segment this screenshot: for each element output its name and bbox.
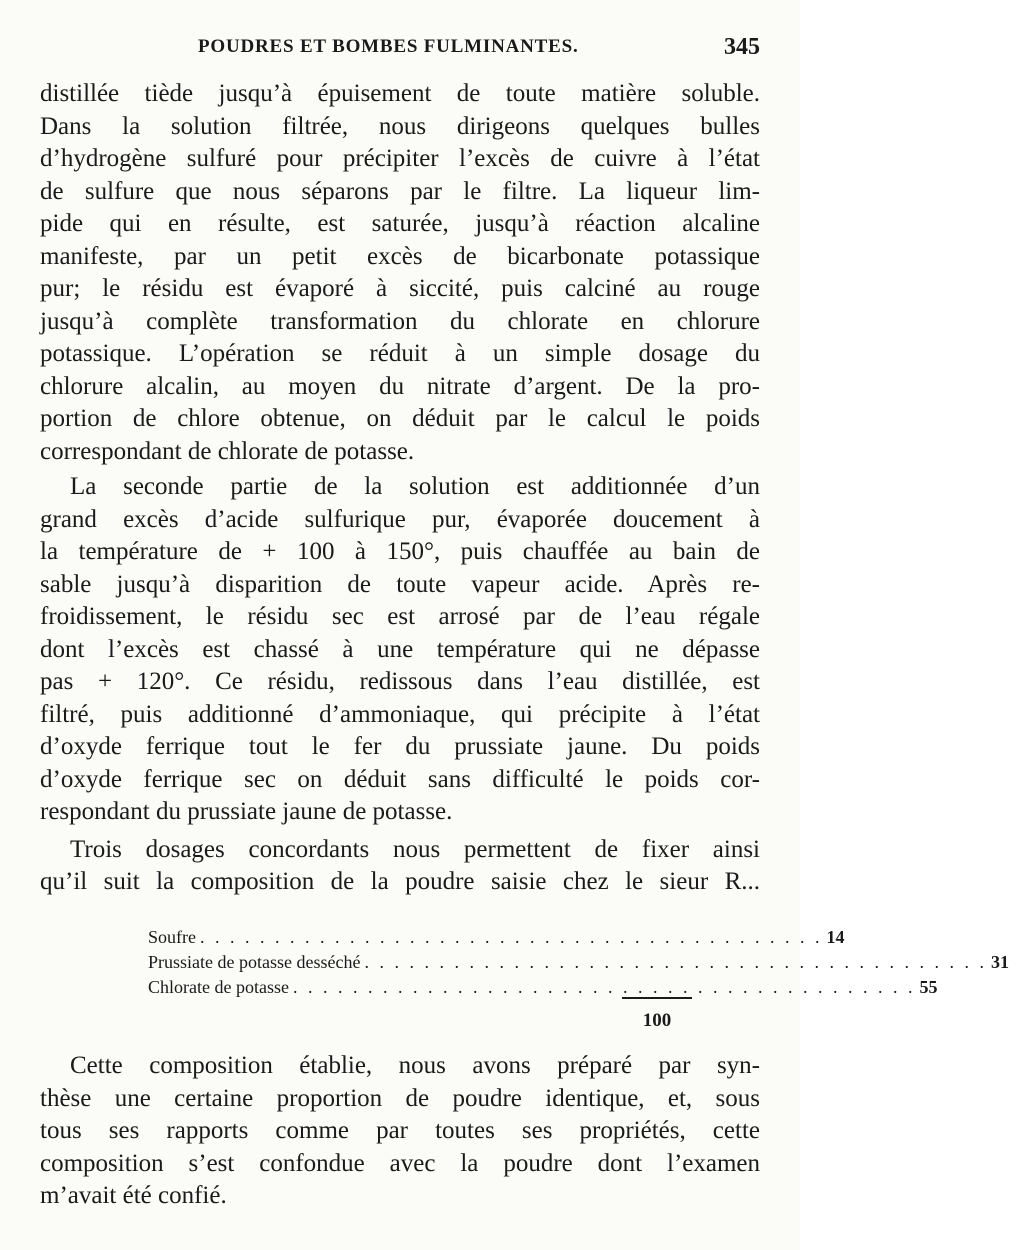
table-row — [148, 925, 845, 950]
text-line: grand excès d’acide sulfurique pur, évaporée doucement à — [40, 505, 760, 533]
text-line: jusqu’à complète transformation du chlorate en chlorure — [40, 307, 760, 335]
paragraph-4 — [40, 1050, 760, 1213]
ingredient-label: Soufre — [148, 927, 196, 947]
text-line: Dans la solution filtrée, nous dirigeons quelques bulles — [40, 112, 760, 140]
text-line: La seconde partie de la solution est additionnée d’un — [70, 473, 760, 500]
text-line: thèse une certaine proportion de poudre identique, et, sous — [40, 1084, 760, 1112]
running-title: POUDRES ET BOMBES FULMINANTES. — [198, 36, 579, 57]
text-line: la température de + 100 à 150°, puis chauffée au bain de — [40, 538, 760, 565]
text-line: potassique. L’opération se réduit à un simple dosage du — [40, 340, 760, 367]
sum-rule — [622, 997, 692, 999]
ingredient-label: Chlorate de potasse — [148, 977, 289, 997]
page-number: 345 — [724, 34, 760, 60]
paragraph-1 — [40, 78, 760, 468]
table-row — [148, 950, 1009, 975]
body-text — [40, 78, 760, 899]
text-line: tous ses rapports comme par toutes ses propriétés, cette — [40, 1117, 760, 1144]
text-line: pur; le résidu est évaporé à siccité, puis calciné au rouge — [40, 275, 760, 302]
dot-leader: . . . . . . . . . . . . . . . . . . . . . . . . . . . . . . . . . . . . . . . . . . — [364, 952, 987, 972]
text-line: Trois dosages concordants nous permettent de fixer ainsi — [70, 835, 760, 863]
ingredient-value: 14 — [826, 927, 845, 947]
text-line: qu’il suit la composition de la poudre saisie chez le sieur R... — [40, 868, 760, 895]
paragraph-2 — [40, 471, 760, 829]
total-value: 100 — [642, 1010, 672, 1031]
text-line: dont l’excès est chassé à une température qui ne dépasse — [40, 635, 760, 663]
text-line: chlorure alcalin, au moyen du nitrate d’argent. De la pro- — [40, 372, 760, 400]
text-line: de sulfure que nous séparons par le filtre. La liqueur lim- — [40, 177, 760, 205]
text-line: portion de chlore obtenue, on déduit par le calcul le poids — [40, 405, 760, 432]
text-line: pide qui en résulte, est saturée, jusqu’à réaction alcaline — [40, 210, 760, 237]
text-line: Cette composition établie, nous avons préparé par syn- — [70, 1052, 760, 1079]
text-line: d’oxyde ferrique sec on déduit sans difficulté le poids cor- — [40, 765, 760, 793]
paragraph-3 — [40, 834, 760, 899]
composition-table — [148, 925, 1009, 1000]
ingredient-value: 55 — [919, 977, 938, 997]
dot-leader: . . . . . . . . . . . . . . . . . . . . . . . . . . . . . . . . . . . . . . . . . . — [292, 977, 916, 997]
table-row — [148, 975, 938, 1000]
text-line: composition s’est confondue avec la poudre dont l’examen — [40, 1149, 760, 1177]
text-line: distillée tiède jusqu’à épuisement de toute matière soluble. — [40, 80, 760, 107]
text-line: correspondant de chlorate de potasse. — [40, 437, 415, 465]
text-line: d’hydrogène sulfuré pour précipiter l’excès de cuivre à l’état — [40, 145, 760, 172]
page-header — [40, 36, 760, 66]
ingredient-value: 31 — [990, 952, 1009, 972]
text-line: froidissement, le résidu sec est arrosé par de l’eau régale — [40, 603, 760, 630]
text-line: manifeste, par un petit excès de bicarbonate potassique — [40, 242, 760, 270]
text-line: respondant du prussiate jaune de potasse. — [40, 798, 453, 825]
ingredient-label: Prussiate de potasse desséché — [148, 952, 361, 972]
text-line: filtré, puis additionné d’ammoniaque, qui précipite à l’état — [40, 700, 760, 728]
text-line: sable jusqu’à disparition de toute vapeur acide. Après re- — [40, 570, 760, 598]
dot-leader: . . . . . . . . . . . . . . . . . . . . . . . . . . . . . . . . . . . . . . . . . . — [200, 927, 823, 947]
text-line: m’avait été confié. — [40, 1182, 227, 1209]
text-line: d’oxyde ferrique tout le fer du prussiate jaune. Du poids — [40, 733, 760, 760]
text-line: pas + 120°. Ce résidu, redissous dans l’eau distillée, est — [40, 668, 760, 695]
